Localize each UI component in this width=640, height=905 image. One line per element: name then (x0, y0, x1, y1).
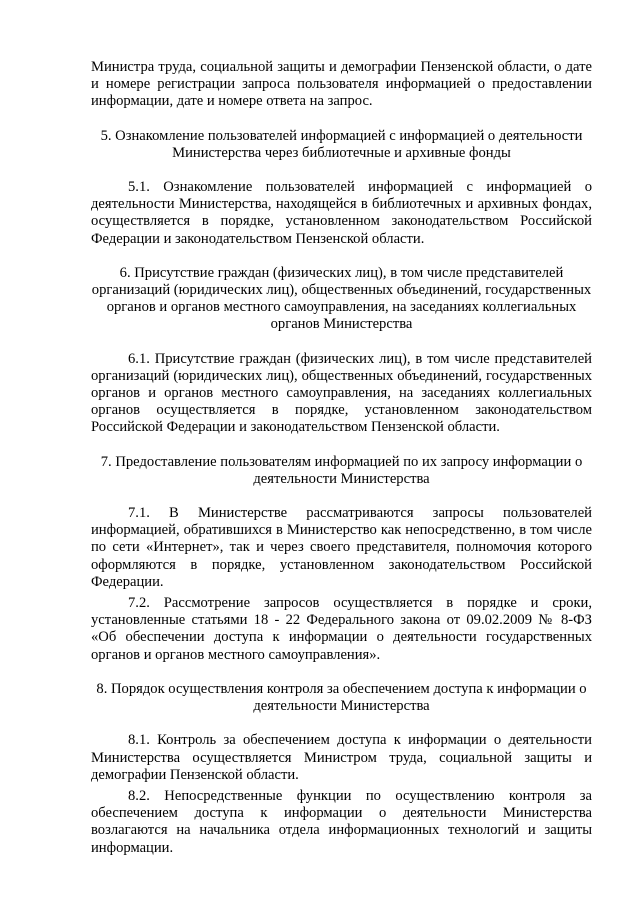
paragraph-7-2: 7.2. Рассмотрение запросов осуществляется в порядке и сроки, установленные статьями 18 - 22 Федерального закона от 09.02.2009 № 8-ФЗ «Об обеспечении доступа к информации о деятельности государственных органов и органов местного самоуправления». (91, 595, 592, 663)
section-5-heading: 5. Ознакомление пользователей информацией с информацией о деятельности Министерства через библиотечные и архивные фонды (100, 127, 583, 161)
section-8-heading: 8. Порядок осуществления контроля за обеспечением доступа к информации о деятельности Министерства (96, 680, 587, 715)
paragraph-5-1: 5.1. Ознакомление пользователей информацией с информацией о деятельности Министерства, находящейся в библиотечных и архивных фондах, осуществляется в порядке, установленном законодательством Российской Федерации и законодательством Пензенской области. (91, 179, 592, 247)
paragraph-8-1: 8.1. Контроль за обеспечением доступа к информации о деятельности Министерства осуществляется Министром труда, социальной защиты и демографии Пензенской области. (91, 732, 592, 783)
paragraph-8-2: 8.2. Непосредственные функции по осуществлению контроля за обеспечением доступа к информации о деятельности Министерства возлагаются на начальника отдела информационных технологий и защиты информации. (91, 787, 592, 856)
paragraph-6-1: 6.1. Присутствие граждан (физических лиц), в том числе представителей организаций (юридических лиц), общественных объединений, государственных органов и органов местного самоуправления, на заседаниях коллегиальных органов осуществляется в порядке, установленном законодательством Российской Федерации и законодательством Пензенской области. (91, 350, 592, 436)
paragraph-ministry-intro: Министра труда, социальной защиты и демографии Пензенской области, о дате и номере регистрации запроса пользователя информацией о предоставлении информации, дате и номере ответа на запрос. (91, 59, 592, 110)
section-6-heading: 6. Присутствие граждан (физических лиц), в том числе представителей организаций (юридических лиц), общественных объединений, государственных органов и органов местного самоуправления, на заседаниях коллегиальных органов Министерства (91, 264, 592, 333)
section-7-heading: 7. Предоставление пользователям информацией по их запросу информации о деятельности Министерства (100, 453, 583, 487)
paragraph-7-1: 7.1. В Министерстве рассматриваются запросы пользователей информацией, обратившихся в Министерство как непосредственно, в том числе по сети «Интернет», так и через своего представителя, полномочия которого оформляются в порядке, установленном законодательством Российской Федерации. (91, 505, 592, 590)
